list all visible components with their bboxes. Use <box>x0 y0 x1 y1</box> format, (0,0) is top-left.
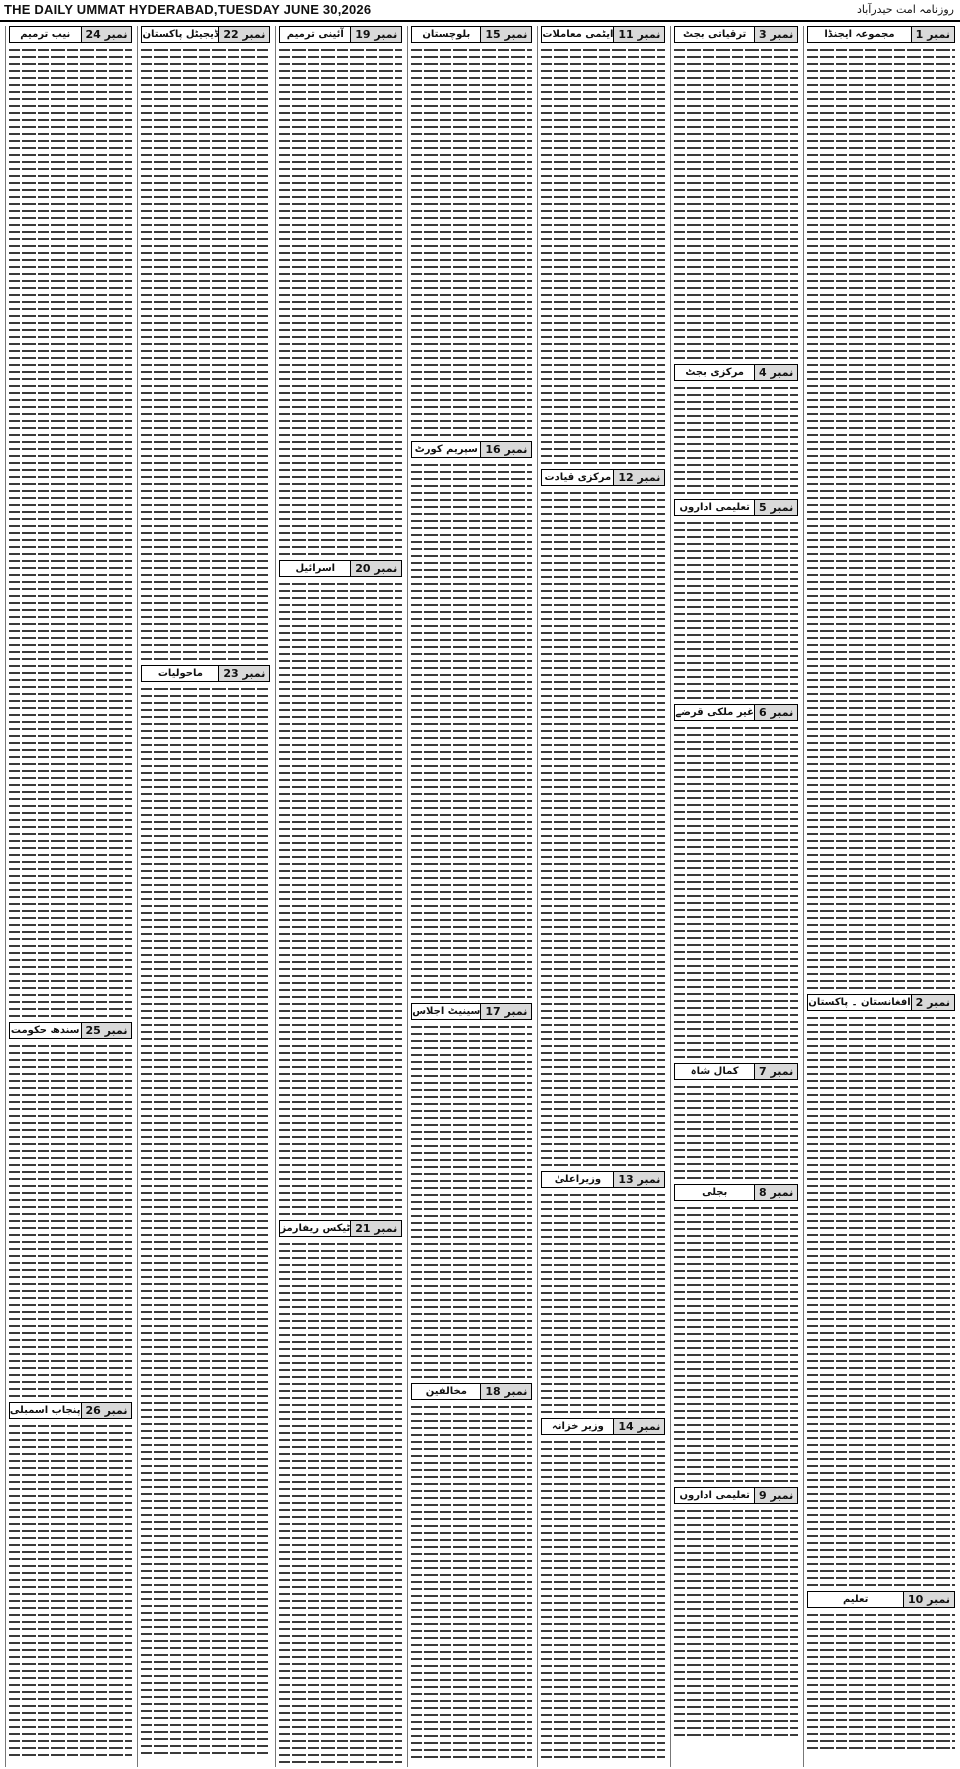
story-number: نمبر 11 <box>613 27 664 42</box>
story-body-text <box>807 45 955 990</box>
story-header <box>674 26 798 43</box>
story-number: نمبر 17 <box>480 1004 531 1019</box>
column-3 <box>537 26 668 1767</box>
story-header <box>807 1591 955 1608</box>
story-title: اسرائیل <box>295 563 336 574</box>
news-story <box>674 364 798 495</box>
news-story <box>141 26 270 661</box>
story-number: نمبر 22 <box>218 27 269 42</box>
story-body-text <box>411 1402 532 1759</box>
news-story <box>674 26 798 360</box>
story-number: نمبر 7 <box>754 1064 797 1079</box>
story-body-text <box>674 518 798 700</box>
news-story <box>674 1184 798 1483</box>
story-header <box>541 469 665 486</box>
story-title: وزیر خزانہ <box>551 1421 604 1432</box>
news-story <box>674 1063 798 1180</box>
news-story <box>541 26 665 465</box>
story-title: ایٹمی معاملات <box>542 29 614 40</box>
story-body-text <box>279 1239 402 1764</box>
story-header <box>807 994 955 1011</box>
story-header <box>279 1220 402 1237</box>
story-header <box>411 441 532 458</box>
story-title: مرکزی بجٹ <box>685 367 744 378</box>
story-title: ڈیجیٹل پاکستان <box>142 29 219 40</box>
story-header <box>541 26 665 43</box>
news-story <box>807 26 955 990</box>
story-title: تعلیم <box>842 1594 869 1605</box>
story-body-text <box>9 45 133 1018</box>
news-story <box>411 1383 532 1759</box>
story-header <box>141 26 270 43</box>
story-number: نمبر 12 <box>613 470 664 485</box>
news-story <box>9 1022 133 1398</box>
story-body-text <box>411 460 532 999</box>
story-header <box>411 26 532 43</box>
story-header <box>411 1383 532 1400</box>
column-6 <box>137 26 273 1767</box>
story-header <box>674 704 798 721</box>
story-body-text <box>541 488 665 1167</box>
story-header <box>674 364 798 381</box>
story-body-text <box>674 1082 798 1180</box>
story-number: نمبر 14 <box>613 1419 664 1434</box>
story-body-text <box>141 45 270 661</box>
story-number: نمبر 3 <box>754 27 797 42</box>
story-body-text <box>674 1203 798 1483</box>
story-title: ترقیاتی بجٹ <box>683 29 747 40</box>
story-number: نمبر 6 <box>754 705 797 720</box>
story-header <box>674 1487 798 1504</box>
story-number: نمبر 25 <box>81 1023 132 1038</box>
story-header <box>541 1171 665 1188</box>
story-body-text <box>541 1437 665 1759</box>
story-title: سپریم کورٹ <box>414 444 478 455</box>
story-title: ٹیکس ریفارمز <box>280 1223 351 1234</box>
newspaper-page <box>2 26 958 1767</box>
news-story <box>541 1171 665 1414</box>
news-story <box>411 441 532 999</box>
story-title: کمال شاہ <box>690 1066 739 1077</box>
story-title: بجلی <box>702 1187 728 1198</box>
story-title: مجموعہ ایجنڈا <box>824 29 895 40</box>
story-header <box>9 26 133 43</box>
story-number: نمبر 20 <box>350 561 401 576</box>
story-title: بلوچستان <box>422 29 471 40</box>
story-title: نیب ترمیم <box>20 29 71 40</box>
story-body-text <box>141 684 270 1755</box>
masthead-english-title: THE DAILY UMMAT HYDERABAD,TUESDAY JUNE 30,2026 <box>4 2 372 17</box>
story-number: نمبر 19 <box>350 27 401 42</box>
news-story <box>279 1220 402 1764</box>
column-1 <box>803 26 958 1767</box>
story-body-text <box>541 1190 665 1414</box>
story-body-text <box>674 45 798 360</box>
story-number: نمبر 5 <box>754 500 797 515</box>
story-header <box>9 1022 133 1039</box>
news-story <box>141 665 270 1755</box>
masthead-urdu-title: روزنامہ امت حیدرآباد <box>856 3 954 16</box>
news-story <box>279 26 402 556</box>
story-title: ماحولیات <box>157 668 203 679</box>
story-number: نمبر 2 <box>911 995 954 1010</box>
news-story <box>541 1418 665 1759</box>
news-story <box>674 499 798 700</box>
story-title: وزیراعلیٰ <box>554 1174 602 1185</box>
story-header <box>411 1003 532 1020</box>
story-number: نمبر 23 <box>218 666 269 681</box>
story-body-text <box>807 1610 955 1750</box>
story-header <box>279 26 402 43</box>
story-header <box>674 499 798 516</box>
story-body-text <box>541 45 665 465</box>
story-title: تعلیمی اداروں <box>679 502 750 513</box>
story-number: نمبر 13 <box>613 1172 664 1187</box>
story-number: نمبر 10 <box>903 1592 954 1607</box>
story-title: سندھ حکومت <box>10 1025 80 1036</box>
news-story <box>411 1003 532 1379</box>
story-body-text <box>674 723 798 1059</box>
story-title: افغانستان ۔ پاکستان <box>808 997 911 1008</box>
story-body-text <box>9 1041 133 1398</box>
story-header <box>674 1063 798 1080</box>
news-story <box>9 1402 133 1757</box>
story-number: نمبر 15 <box>480 27 531 42</box>
story-number: نمبر 8 <box>754 1185 797 1200</box>
story-header <box>807 26 955 43</box>
story-number: نمبر 16 <box>480 442 531 457</box>
story-title: پنجاب اسمبلی <box>9 1405 81 1416</box>
news-story <box>541 469 665 1167</box>
story-number: نمبر 9 <box>754 1488 797 1503</box>
story-body-text <box>807 1013 955 1587</box>
story-number: نمبر 24 <box>81 27 132 42</box>
news-story <box>9 26 133 1018</box>
story-number: نمبر 18 <box>480 1384 531 1399</box>
column-8 <box>0 26 3 1767</box>
story-number: نمبر 21 <box>350 1221 401 1236</box>
story-number: نمبر 26 <box>81 1403 132 1418</box>
story-header <box>279 560 402 577</box>
story-body-text <box>411 45 532 437</box>
story-header <box>141 665 270 682</box>
story-title: مرکزی قیادت <box>544 472 612 483</box>
news-story <box>807 994 955 1587</box>
story-title: مخالفین <box>425 1386 467 1397</box>
story-number: نمبر 1 <box>911 27 954 42</box>
story-number: نمبر 4 <box>754 365 797 380</box>
story-header <box>541 1418 665 1435</box>
column-4 <box>407 26 535 1767</box>
story-title: تعلیمی اداروں <box>679 1490 750 1501</box>
story-body-text <box>674 1506 798 1737</box>
news-story <box>674 704 798 1059</box>
story-header <box>674 1184 798 1201</box>
story-header <box>9 1402 133 1419</box>
news-story <box>279 560 402 1216</box>
news-story <box>807 1591 955 1750</box>
news-story <box>411 26 532 437</box>
masthead <box>0 0 960 22</box>
story-body-text <box>411 1022 532 1379</box>
story-body-text <box>9 1421 133 1757</box>
story-body-text <box>674 383 798 495</box>
story-body-text <box>279 579 402 1216</box>
column-5 <box>275 26 405 1767</box>
column-2 <box>670 26 801 1767</box>
column-7 <box>5 26 136 1767</box>
story-title: سینیٹ اجلاس <box>412 1006 481 1017</box>
story-title: غیر ملکی قرضے <box>675 707 754 718</box>
story-body-text <box>279 45 402 556</box>
news-story <box>674 1487 798 1737</box>
story-title: آئینی ترمیم <box>286 29 344 40</box>
